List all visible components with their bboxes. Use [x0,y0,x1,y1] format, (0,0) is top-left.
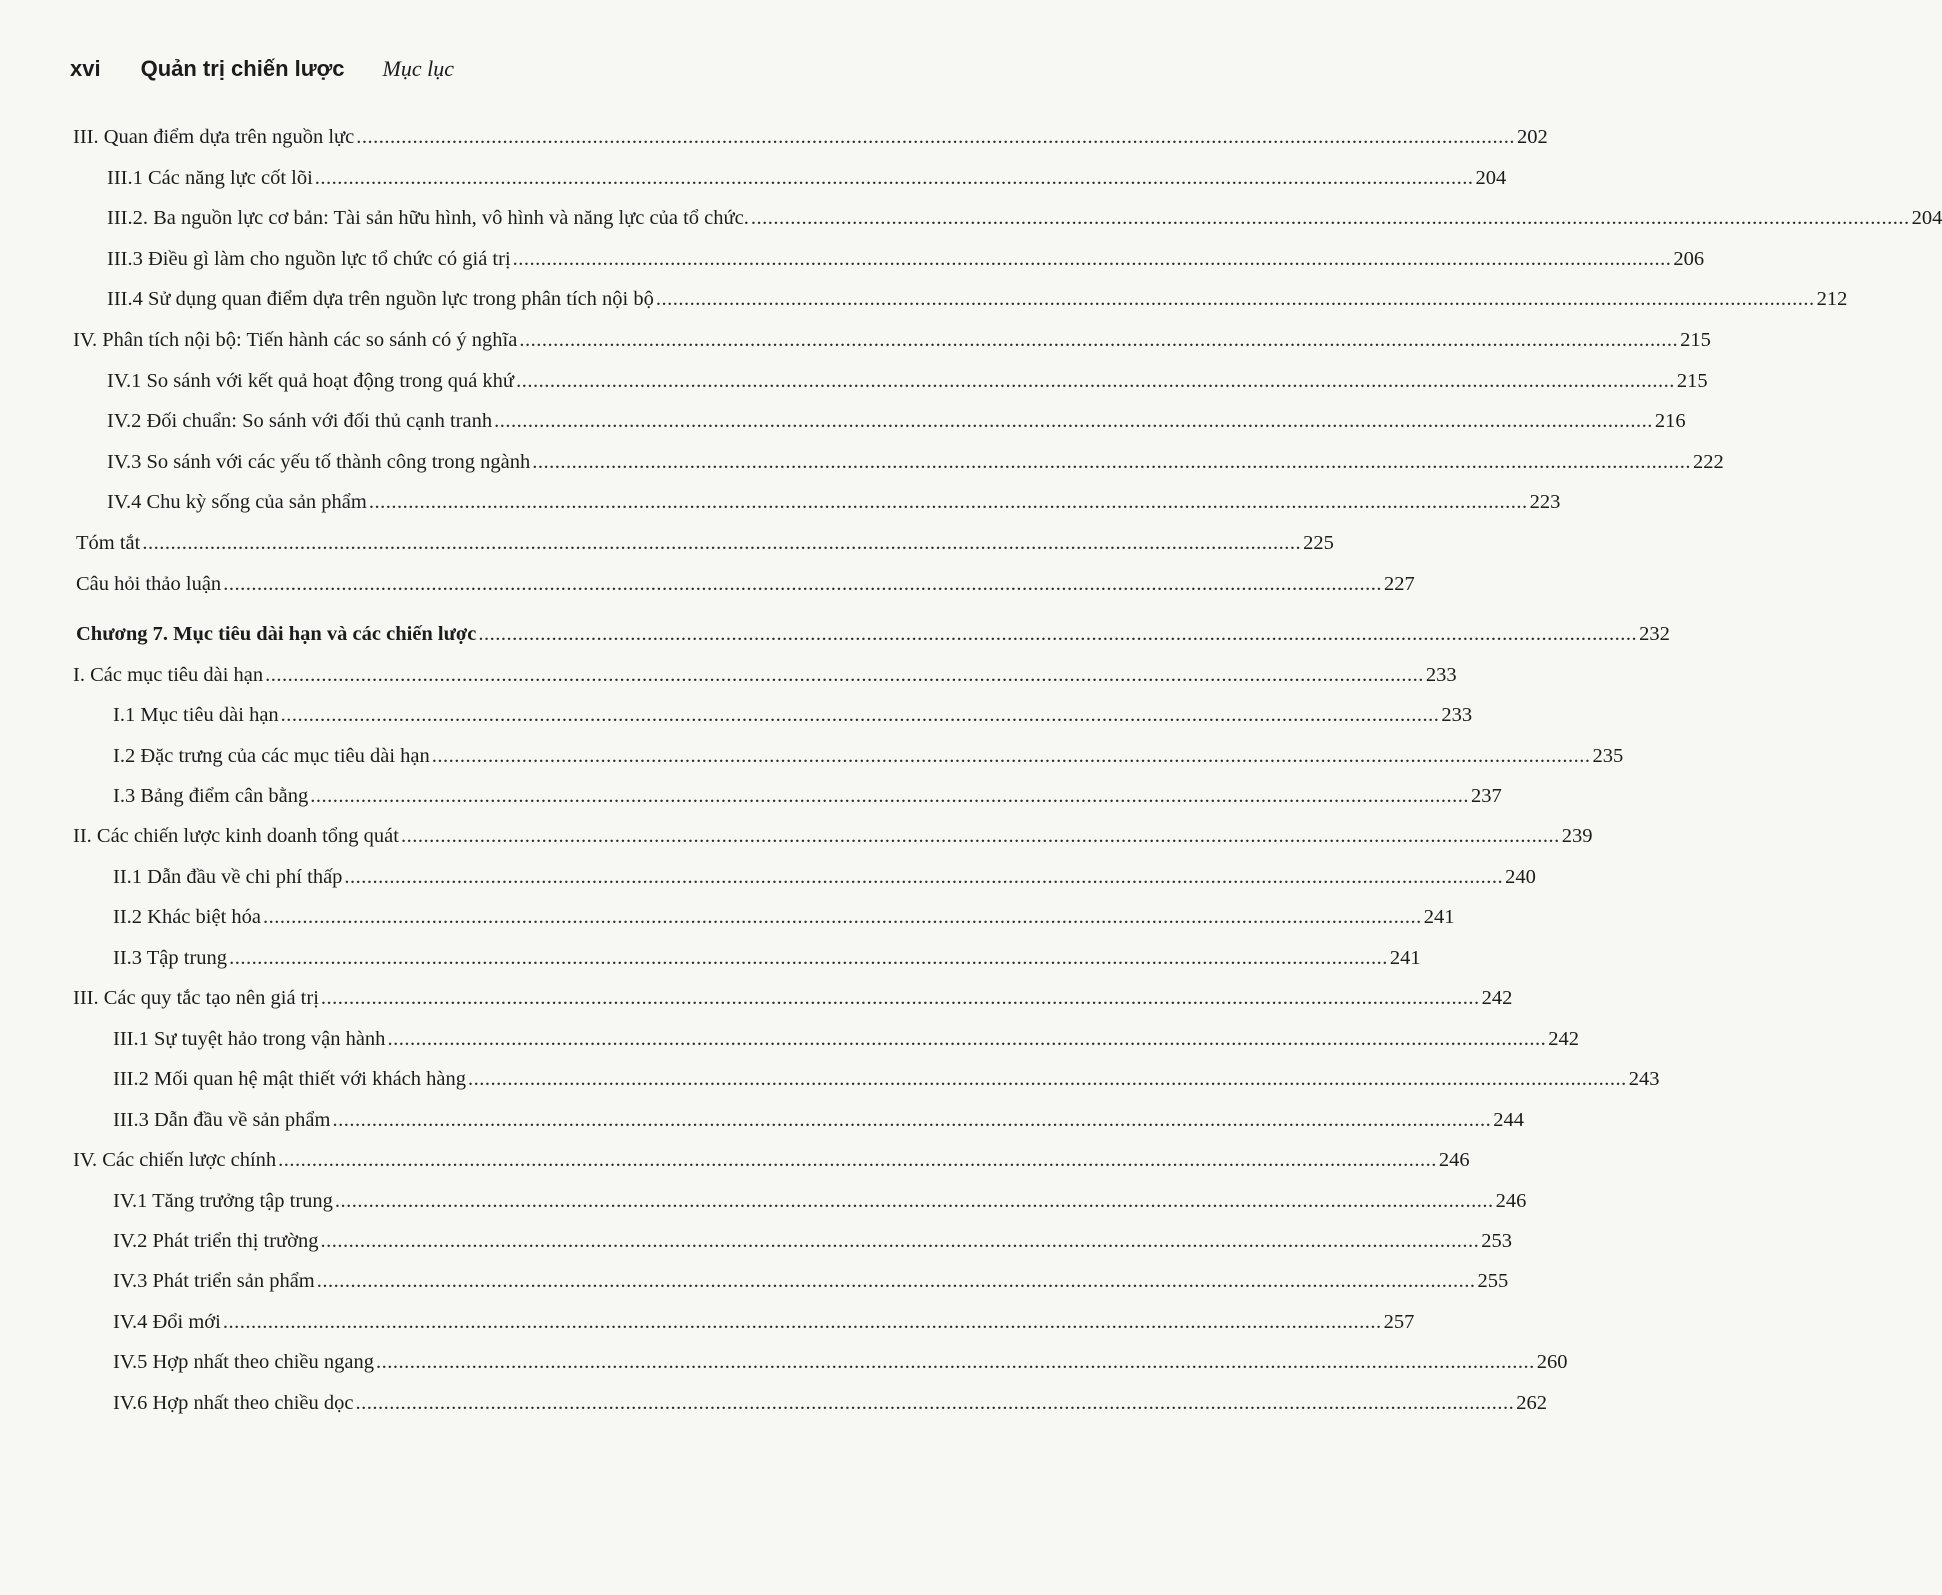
toc-entry-label: II. Các chiến lược kinh doanh tổng quát [73,825,399,848]
toc-entry-line [76,623,1670,646]
toc-entry-line [73,825,1593,848]
toc-entry-label: Câu hỏi thảo luận [76,572,222,595]
toc-entry-page-number: 241 [1423,906,1455,929]
toc-entry[interactable] [0,166,1507,197]
toc-entry-line [113,1108,1524,1132]
toc-entry-line [113,1310,1415,1334]
dot-leader: .............................................................................................................................................................................................................. [280,704,1440,727]
toc-entry[interactable] [0,1391,1547,1422]
toc-entry[interactable] [0,744,1624,775]
dot-leader: .............................................................................................................................................................................................................. [344,865,1504,888]
toc-entry-page-number: 257 [1383,1310,1415,1333]
toc-entry[interactable] [0,825,1593,855]
toc-entry[interactable] [0,1229,1512,1260]
toc-entry-label: IV. Các chiến lược chính [73,1149,277,1172]
dot-leader: .............................................................................................................................................................................................................. [263,906,1422,929]
toc-entry-page-number: 216 [1654,410,1686,433]
toc-entry-page-number: 206 [1673,247,1705,270]
toc-entry-page-number: 233 [1441,704,1473,727]
toc-entry[interactable] [0,491,1561,521]
toc-entry-page-number: 246 [1438,1149,1470,1172]
toc-entry-page-number: 241 [1389,946,1421,969]
toc-entry-label: IV.4 Chu kỳ sống của sản phẩm [107,491,367,514]
toc-entry-line [113,906,1455,929]
toc-entry-page-number: 242 [1548,1027,1579,1050]
toc-entry-line [73,987,1513,1010]
toc-entry-page-number: 204 [1911,207,1942,230]
toc-entry-label: IV.3 Phát triển sản phẩm [113,1270,315,1293]
toc-entry-line [73,663,1457,687]
toc-entry[interactable] [0,247,1705,278]
toc-entry-line [107,450,1724,474]
toc-entry[interactable] [0,572,1415,603]
toc-entry[interactable] [0,410,1686,440]
toc-entry-page-number: 212 [1816,288,1848,311]
toc-entry-line [113,1270,1509,1293]
toc-entry-label: III.3 Dẫn đầu về sản phẩm [113,1108,331,1131]
toc-entry[interactable] [0,1351,1568,1381]
toc-entry[interactable] [0,865,1536,896]
toc-entry-line [113,865,1536,889]
toc-entry-label: IV. Phân tích nội bộ: Tiến hành các so sánh có ý nghĩa [73,329,518,351]
toc-entry-line [113,785,1502,808]
toc-entry[interactable] [0,906,1455,936]
toc-entry-line [107,247,1705,271]
toc-entry-page-number: 215 [1680,329,1711,351]
toc-entry-page-number: 233 [1425,663,1457,686]
toc-entry-line [113,1189,1527,1213]
toc-entry[interactable] [0,704,1473,734]
dot-leader: .............................................................................................................................................................................................................. [467,1068,1627,1091]
toc-entry-line [113,704,1473,727]
toc-entry-page-number: 235 [1592,744,1624,767]
toc-entry-line [113,1391,1547,1415]
toc-entry-page-number: 227 [1383,572,1415,595]
dot-leader: .............................................................................................................................................................................................................. [223,572,1382,595]
toc-entry[interactable] [0,532,1334,562]
toc-entry-page-number: 222 [1692,450,1724,473]
toc-entry-page-number: 237 [1471,785,1502,807]
toc-entry-label: IV.4 Đổi mới [113,1310,221,1333]
toc-entry-page-number: 253 [1481,1229,1512,1252]
toc-entry[interactable] [0,450,1724,481]
toc-entry-page-number: 260 [1536,1351,1568,1374]
toc-entry-page-number: 242 [1481,987,1513,1010]
toc-entry-line [107,207,1942,230]
toc-entry[interactable] [0,987,1513,1017]
toc-entry[interactable] [0,946,1421,977]
toc-entry-label: III.2. Ba nguồn lực cơ bản: Tài sản hữu hình, vô hình và năng lực của tổ chức. [107,207,749,230]
dot-leader: .............................................................................................................................................................................................................. [532,450,1691,473]
toc-entry-label: III.4 Sử dụng quan điểm dựa trên nguồn lực trong phân tích nội bộ [107,288,654,311]
toc-entry-line [107,491,1561,514]
toc-entry-line [107,369,1708,393]
toc-entry[interactable] [0,663,1457,694]
toc-entry-label: IV.2 Đối chuẩn: So sánh với đối thủ cạnh tranh [107,410,493,433]
toc-entry-label: IV.3 So sánh với các yếu tố thành công trong ngành [107,450,531,473]
toc-entry-line [113,1068,1660,1091]
dot-leader: .............................................................................................................................................................................................................. [278,1149,1437,1172]
dot-leader: .............................................................................................................................................................................................................. [356,126,1515,148]
toc-entry-label: IV.6 Hợp nhất theo chiều dọc [113,1391,354,1414]
dot-leader: .............................................................................................................................................................................................................. [320,1229,1480,1252]
page-number: xvi [70,56,101,81]
dot-leader: .............................................................................................................................................................................................................. [387,1027,1547,1050]
toc-entry[interactable] [0,785,1502,815]
toc-entry[interactable] [0,1068,1660,1098]
toc-entry-line [76,532,1334,555]
toc-entry-label: III.3 Điều gì làm cho nguồn lực tổ chức có giá trị [107,247,511,270]
toc-entry-label: III.1 Các năng lực cốt lõi [107,166,313,189]
toc-entry-page-number: 246 [1495,1189,1527,1212]
toc-entry-label: Chương 7. Mục tiêu dài hạn và các chiến lược [76,623,477,646]
toc-entry-page-number: 215 [1676,369,1708,392]
dot-leader: .............................................................................................................................................................................................................. [334,1189,1494,1212]
dot-leader: .............................................................................................................................................................................................................. [320,987,1480,1010]
toc-entry-page-number: 255 [1477,1270,1509,1293]
toc-entry-label: II.3 Tập trung [113,946,228,969]
toc-entry[interactable] [0,126,1548,156]
dot-leader: .............................................................................................................................................................................................................. [314,166,1474,189]
toc-entry-line [107,410,1686,433]
toc-entry-page-number: 262 [1516,1391,1547,1414]
dot-leader: .............................................................................................................................................................................................................. [332,1108,1492,1131]
toc-entry-page-number: 243 [1628,1068,1660,1091]
dot-leader: .............................................................................................................................................................................................................. [310,785,1470,807]
toc-entry-label: III.2 Mối quan hệ mật thiết với khách hàng [113,1068,466,1091]
toc-entry[interactable] [0,1027,1579,1058]
dot-leader: .............................................................................................................................................................................................................. [316,1270,1476,1293]
toc-entry[interactable] [0,329,1711,359]
dot-leader: .............................................................................................................................................................................................................. [368,491,1528,514]
dot-leader: .............................................................................................................................................................................................................. [400,825,1560,848]
dot-leader: .............................................................................................................................................................................................................. [478,623,1638,646]
toc-entry-page-number: 232 [1639,623,1670,646]
dot-leader: .............................................................................................................................................................................................................. [494,410,1653,433]
toc-entry[interactable] [0,207,1942,237]
toc-entry-label: II.2 Khác biệt hóa [113,906,261,929]
toc-entry-label: I. Các mục tiêu dài hạn [73,663,264,686]
toc-entry[interactable] [0,1108,1524,1139]
toc-entry-page-number: 223 [1529,491,1561,514]
toc-entry-line [113,744,1624,768]
section-title: Mục lục [382,56,455,81]
toc-entry-label: I.2 Đặc trưng của các mục tiêu dài hạn [113,744,430,767]
toc-entry-label: III. Quan điểm dựa trên nguồn lực [73,126,355,148]
toc-entry-page-number: 204 [1475,166,1507,189]
toc-entry-line [76,572,1415,596]
toc-chapter-entry[interactable] [0,623,1670,653]
toc-entry-label: III. Các quy tắc tạo nên giá trị [73,987,319,1010]
toc-entry-label: I.3 Bảng điểm cân bằng [113,785,309,807]
toc-entry-label: IV.2 Phát triển thị trường [113,1229,319,1252]
toc-entry[interactable] [0,1189,1527,1220]
toc-entry-label: Tóm tắt [76,532,141,554]
toc-entry[interactable] [0,1149,1470,1179]
dot-leader: .............................................................................................................................................................................................................. [222,1310,1382,1333]
toc-entry-page-number: 202 [1516,126,1548,148]
page-header [70,56,454,82]
toc-entry-line [73,1149,1470,1172]
toc-entry-line [107,288,1848,311]
toc-entry-line [107,166,1507,190]
toc-entry-page-number: 240 [1505,865,1536,888]
toc-entry-line [73,329,1711,352]
toc-entry-page-number: 225 [1303,532,1334,554]
dot-leader: .............................................................................................................................................................................................................. [431,744,1591,767]
dot-leader: .............................................................................................................................................................................................................. [750,207,1910,230]
toc-entry-line [113,946,1421,970]
toc-entry-page-number: 244 [1493,1108,1524,1131]
toc-entry-line [113,1027,1579,1051]
dot-leader: .............................................................................................................................................................................................................. [355,1391,1515,1414]
dot-leader: .............................................................................................................................................................................................................. [655,288,1815,311]
book-title: Quản trị chiến lược [140,56,345,81]
dot-leader: .............................................................................................................................................................................................................. [516,369,1675,392]
toc-entry-label: IV.1 Tăng trưởng tập trung [113,1189,333,1212]
toc-entry-label: IV.5 Hợp nhất theo chiều ngang [113,1351,374,1374]
dot-leader: .............................................................................................................................................................................................................. [375,1351,1535,1374]
toc-entry-label: IV.1 So sánh với kết quả hoạt động trong quá khứ [107,369,515,392]
toc-entry-page-number: 239 [1561,825,1593,848]
dot-leader: .............................................................................................................................................................................................................. [142,532,1302,554]
dot-leader: .............................................................................................................................................................................................................. [229,946,1388,969]
toc-entry-line [113,1351,1568,1374]
toc-entry-label: III.1 Sự tuyệt hảo trong vận hành [113,1027,386,1050]
toc-entry[interactable] [0,288,1848,318]
dot-leader: .............................................................................................................................................................................................................. [519,329,1679,351]
dot-leader: .............................................................................................................................................................................................................. [265,663,1424,686]
toc-entry-label: II.1 Dẫn đầu về chi phí thấp [113,865,343,888]
toc-entry[interactable] [0,369,1708,400]
toc-entry[interactable] [0,1270,1509,1300]
toc-entry[interactable] [0,1310,1415,1341]
toc-entry-line [73,126,1548,149]
toc-entry-line [113,1229,1512,1253]
toc-entry-label: I.1 Mục tiêu dài hạn [113,704,279,727]
dot-leader: .............................................................................................................................................................................................................. [512,247,1672,270]
